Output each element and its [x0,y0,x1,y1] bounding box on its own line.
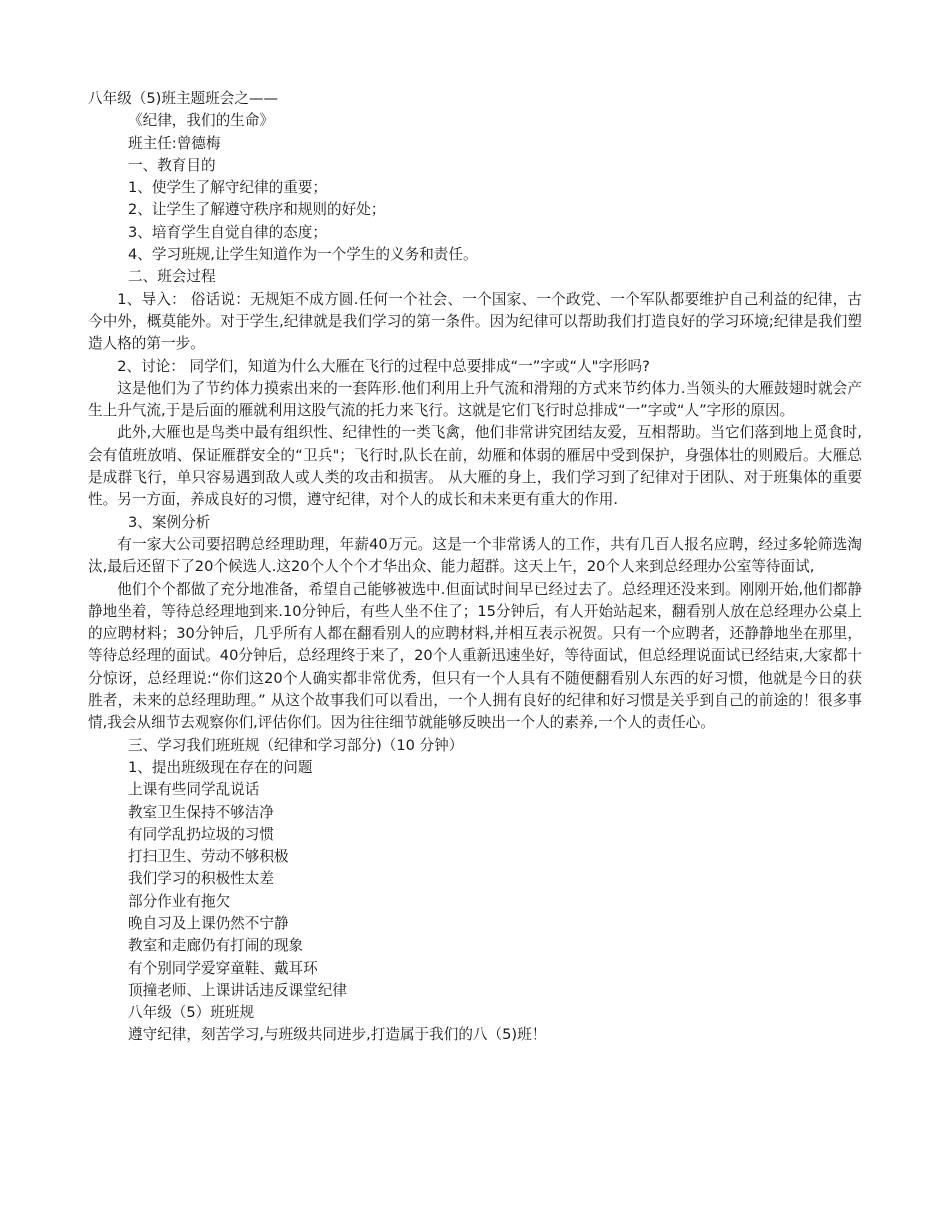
section-heading: 三、学习我们班班规（纪律和学习部分)（10 分钟） [128,736,464,754]
issue-item: 顶撞老师、上课讲话违反课堂纪律 [128,981,347,999]
issue-item: 有个别同学爱穿童鞋、戴耳环 [128,959,318,977]
goal-item: 2、让学生了解遵守秩序和规则的好处； [128,201,386,219]
doc-title: 八年级（5)班主题班会之—— [88,90,279,107]
rules-title: 八年级（5）班班规 [128,1004,255,1022]
doc-subtitle: 《纪律，我们的生命》 [128,112,274,130]
issue-item: 教室卫生保持不够洁净 [128,803,274,821]
issue-item: 晚自习及上课仍然不宁静 [128,914,289,932]
section-heading: 二、班会过程 [128,268,216,286]
teacher-line: 班主任:曾德梅 [128,134,221,152]
issue-item: 我们学习的积极性太差 [128,870,274,888]
subsection-heading: 3、案例分析 [128,513,211,531]
issue-item: 打扫卫生、劳动不够积极 [128,848,289,866]
subsection-heading: 1、提出班级现在存在的问题 [128,758,313,776]
section-heading: 一、教育目的 [128,156,216,174]
paragraph-case-1: 有一家大公司要招聘总经理助理，年薪40万元。这是一个非常诱人的工作，共有几百人报名应聘，经过多轮筛选淘汰,最后还留下了20个候选人.这20个人个个才华出众、能力超群。这天上午，20个人来到总经理办公室等待面试, [88,535,862,576]
paragraph-geese-formation: 这是他们为了节约体力摸索出来的一套阵形.他们利用上升气流和滑翔的方式来节约体力.当领头的大雁鼓翅时就会产生上升气流,于是后面的雁就利用这股气流的托力来飞行。这就是它们飞行时总排成“一”字或“人”字形的原因。 [88,379,862,420]
issue-item: 部分作业有拖欠 [128,892,231,910]
issue-item: 有同学乱扔垃圾的习惯 [128,825,274,843]
paragraph-intro: 1、导入： 俗话说：无规矩不成方圆.任何一个社会、一个国家、一个政党、一个军队都要维护自己利益的纪律，古今中外，概莫能外。对于学生,纪律就是我们学习的第一条件。因为纪律可以帮助我们打造良好的学习环境;纪律是我们塑造人格的第一步。 [88,290,862,353]
issue-item: 上课有些同学乱说话 [128,781,260,799]
paragraph-discussion: 2、讨论： 同学们，知道为什么大雁在飞行的过程中总要排成“一”字或“人"字形吗? [117,357,650,375]
goal-item: 1、使学生了解守纪律的重要； [128,179,328,197]
goal-item: 3、培育学生自觉自律的态度； [128,223,328,241]
paragraph-case-2: 他们个个都做了充分地准备，希望自己能够被选中.但面试时间早已经过去了。总经理还没来到。刚刚开始,他们都静静地坐着，等待总经理地到来.10分钟后，有些人坐不住了；15分钟后，有人开始站起来，翻看别人放在总经理办公桌上的应聘材料；30分钟后，几乎所有人都在翻看别人的应聘材料,并相互表示祝贺。只有一个应聘者，还静静地坐在那里，等待总经理的面试。40分钟后，总经理终于来了，20个人重新迅速坐好，等待面试，但总经理说面试已经结束,大家都十分惊讶，总经理说:“你们这20个人确实都非常优秀，但只有一个人具有不随便翻看别人东西的好习惯，他就是今日的获胜者，未来的总经理助理。” 从这个故事我们可以看出，一个人拥有良好的纪律和好习惯是关乎到自己的前途的！很多事情,我会从细节去观察你们,评估你们。因为往往细节就能够反映出一个人的素养,一个人的责任心。 [88,580,862,732]
rules-line: 遵守纪律，刻苦学习,与班级共同进步,打造属于我们的八（5)班！ [128,1026,547,1044]
goal-item: 4、学习班规,让学生知道作为一个学生的义务和责任。 [128,246,478,264]
paragraph-geese-discipline: 此外,大雁也是鸟类中最有组织性、纪律性的一类飞禽，他们非常讲究团结友爱，互相帮助。当它们落到地上觅食时,会有值班放哨、保证雁群安全的“卫兵"；飞行时,队长在前，幼雁和体弱的雁居中受到保护，身强体壮的则殿后。大雁总是成群飞行，单只容易遇到敌人或人类的攻击和损害。 从大雁的身上，我们学习到了纪律对于团队、对于班集体的重要性。另一方面，养成良好的习惯，遵守纪律，对个人的成长和未来更有重大的作用. [88,424,862,509]
issue-item: 教室和走廊仍有打闹的现象 [128,937,304,955]
